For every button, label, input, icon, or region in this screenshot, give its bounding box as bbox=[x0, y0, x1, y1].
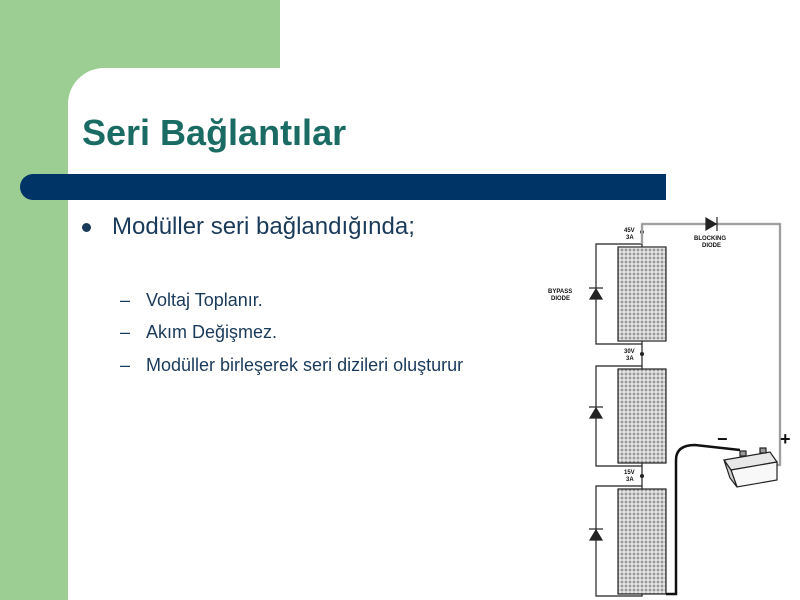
module-1-amp: 3A bbox=[626, 235, 634, 241]
blocking-diode-icon bbox=[706, 217, 717, 231]
title-underline-bar bbox=[20, 174, 666, 200]
module-3-amp: 3A bbox=[626, 477, 634, 483]
bypass-label-line2: DIODE bbox=[551, 296, 571, 302]
dash-icon: – bbox=[120, 355, 131, 375]
sub-bullet-text: Modüller birleşerek seri dizileri oluşturur bbox=[146, 355, 464, 375]
blocking-label-line1: BLOCKING bbox=[694, 236, 726, 242]
sub-bullet-2 bbox=[120, 322, 277, 343]
sub-bullet-text: Akım Değişmez. bbox=[146, 322, 278, 342]
solar-module-bottom bbox=[618, 489, 666, 594]
solar-module-top bbox=[618, 247, 666, 341]
battery-plus-sign: + bbox=[780, 429, 791, 449]
module-2-amp: 3A bbox=[626, 356, 634, 362]
dash-icon: – bbox=[120, 290, 131, 310]
slide-title: Seri Bağlantılar bbox=[82, 112, 347, 153]
sub-bullet-text: Voltaj Toplanır. bbox=[146, 290, 263, 310]
blocking-label-line2: DIODE bbox=[702, 243, 722, 249]
sub-bullet-3 bbox=[120, 355, 463, 376]
battery-minus-sign: − bbox=[717, 429, 728, 449]
series-connection-diagram bbox=[540, 212, 800, 600]
module-3-volt: 15V bbox=[624, 470, 635, 476]
bullet-dot-icon bbox=[82, 223, 91, 232]
bypass-label-line1: BYPASS bbox=[548, 289, 573, 295]
background-green-strip bbox=[0, 0, 68, 600]
module-2-volt: 30V bbox=[624, 349, 635, 355]
main-bullet bbox=[82, 213, 415, 241]
sub-bullet-1 bbox=[120, 290, 263, 311]
solar-module-middle bbox=[618, 369, 666, 463]
battery-icon bbox=[724, 448, 777, 487]
dash-icon: – bbox=[120, 322, 131, 342]
module-1-volt: 45V bbox=[624, 228, 635, 234]
main-bullet-text: Modüller seri bağlandığında; bbox=[112, 213, 415, 240]
